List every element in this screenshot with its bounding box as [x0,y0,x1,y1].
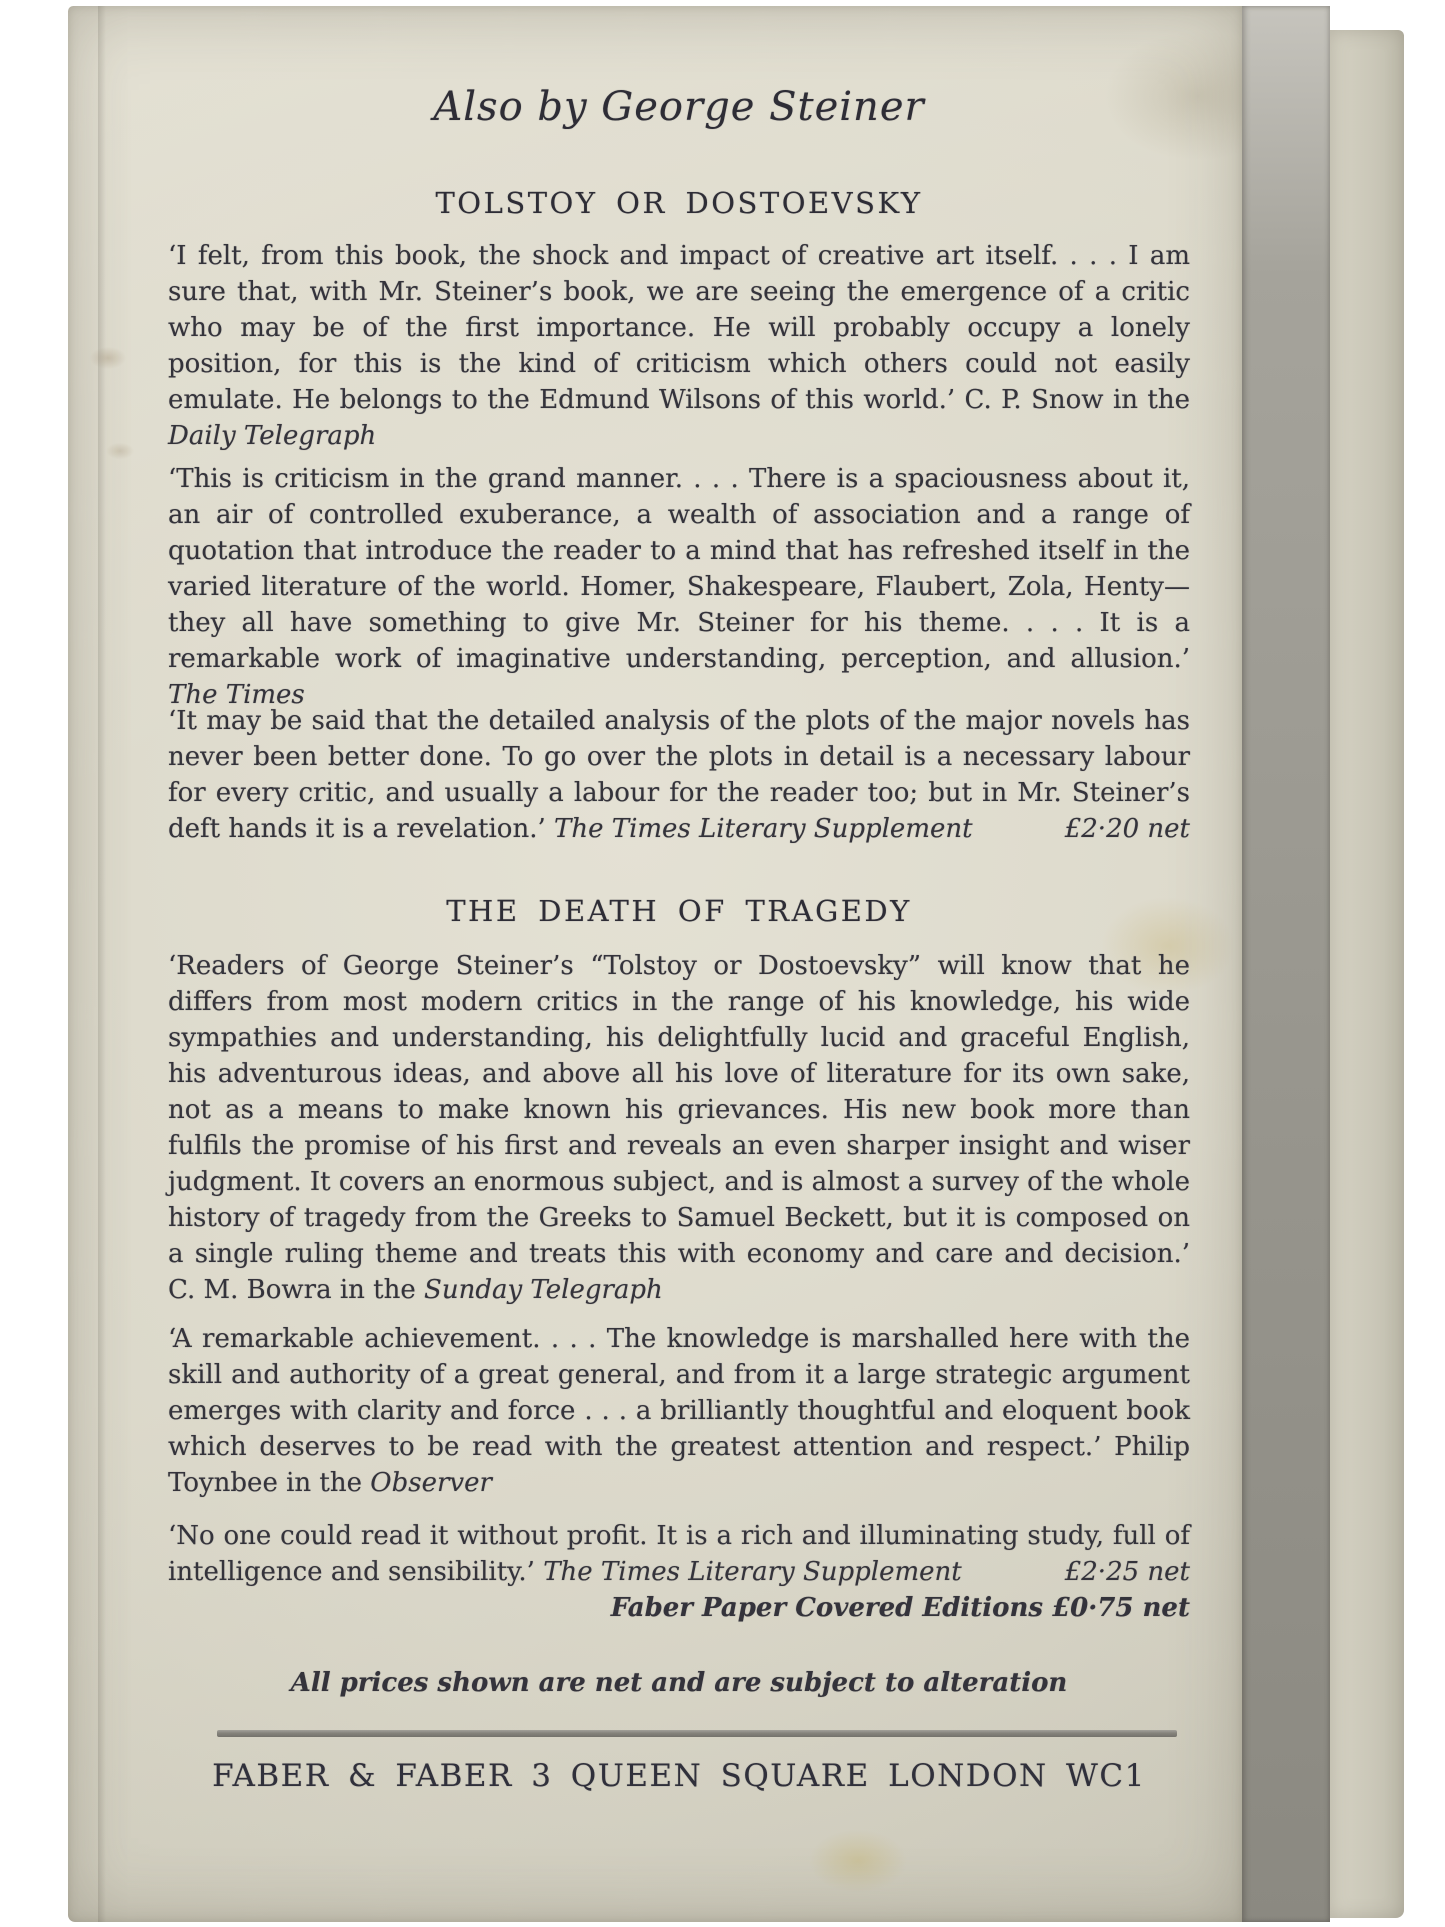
review-quote-snow: ‘I felt, from this book, the shock and impact of creative art itself. . . . I am sure that, with Mr. Steiner’s book, we are seeing the emergence of a critic who may be of the first importance. He will probably occupy a lonely position, for this is the kind of criticism which others could not easily emulate. He belongs to the Edmund Wilsons of this world.’ C. P. Snow in the Daily Telegraph [168,241,1190,451]
review-quote-tls-with-price: ‘It may be said that the detailed analysis of the plots of the major novels has never been better done. To go over the plots in detail is a necessary labour for every critic, and usually a labour for the reader too; but in Mr. Steiner’s deft hands it is a revelation.’ The Times Literary Supplement £2·20 net [168,706,1190,844]
jacket-back-panel [68,6,1242,1922]
publisher-imprint: FABER & FABER 3 QUEEN SQUARE LONDON WC1 [212,1758,1146,1794]
review-quote-times: ‘This is criticism in the grand manner. . . . There is a spaciousness about it, an air of controlled exuberance, a wealth of association and a range of quotation that introduce the reader to a mind that has refreshed itself in the varied literature of the world. Homer, Shakespeare, Flaubert, Zola, Henty—they all have something to give Mr. Steiner for his theme. . . . It is a remarkable work of imaginative understanding, perception, and allusion.’ The Times [168,464,1190,710]
price-alteration-note: All prices shown are net and are subject to alteration [290,1668,1068,1698]
review-quote-tls2-with-price: ‘No one could read it without profit. It is a rich and illuminating study, full of intelligence and sensibility.’ The Times Literary Supplement £2·25 net [168,1521,1190,1587]
divider-rule [217,1730,1177,1737]
book-back-cover [68,6,1404,1922]
review-quote-bowra: ‘Readers of George Steiner’s “Tolstoy or Dostoevsky” will know that he differs from most modern critics in the range of his knowledge, his wide sympathies and understanding, his delightfully lucid and graceful English, his adventurous ideas, and above all his love of literature for its own sake, not as a means to make known his grievances. His new book more than fulfils the promise of his first and reveals an even sharper insight and wiser judgment. It covers an enormous subject, and is almost a survey of the whole history of tragedy from the Greeks to Samuel Beckett, but it is composed on a single ruling theme and treats this with economy and care and decision.’ C. M. Bowra in the Sunday Telegraph [168,951,1190,1305]
also-by-title: Also by George Steiner [433,84,925,130]
review-quote-toynbee: ‘A remarkable achievement. . . . The knowledge is marshalled here with the skill and authority of a great general, and from it a large strategic argument emerges with clarity and force . . . a brilliantly thoughtful and eloquent book which deserves to be read with the greatest attention and respect.’ Philip Toynbee in the Observer [168,1324,1190,1498]
section-heading-tolstoy: TOLSTOY OR DOSTOEVSKY [435,186,923,220]
spine-strip [1242,6,1330,1922]
jacket-fold-crease [98,6,106,1922]
jacket-text-column [168,6,1190,1922]
page-edge-strip [1330,30,1404,1918]
section-heading-tragedy: THE DEATH OF TRAGEDY [446,894,912,928]
paper-edition-price-line: Faber Paper Covered Editions £0·75 net [610,1593,1190,1623]
